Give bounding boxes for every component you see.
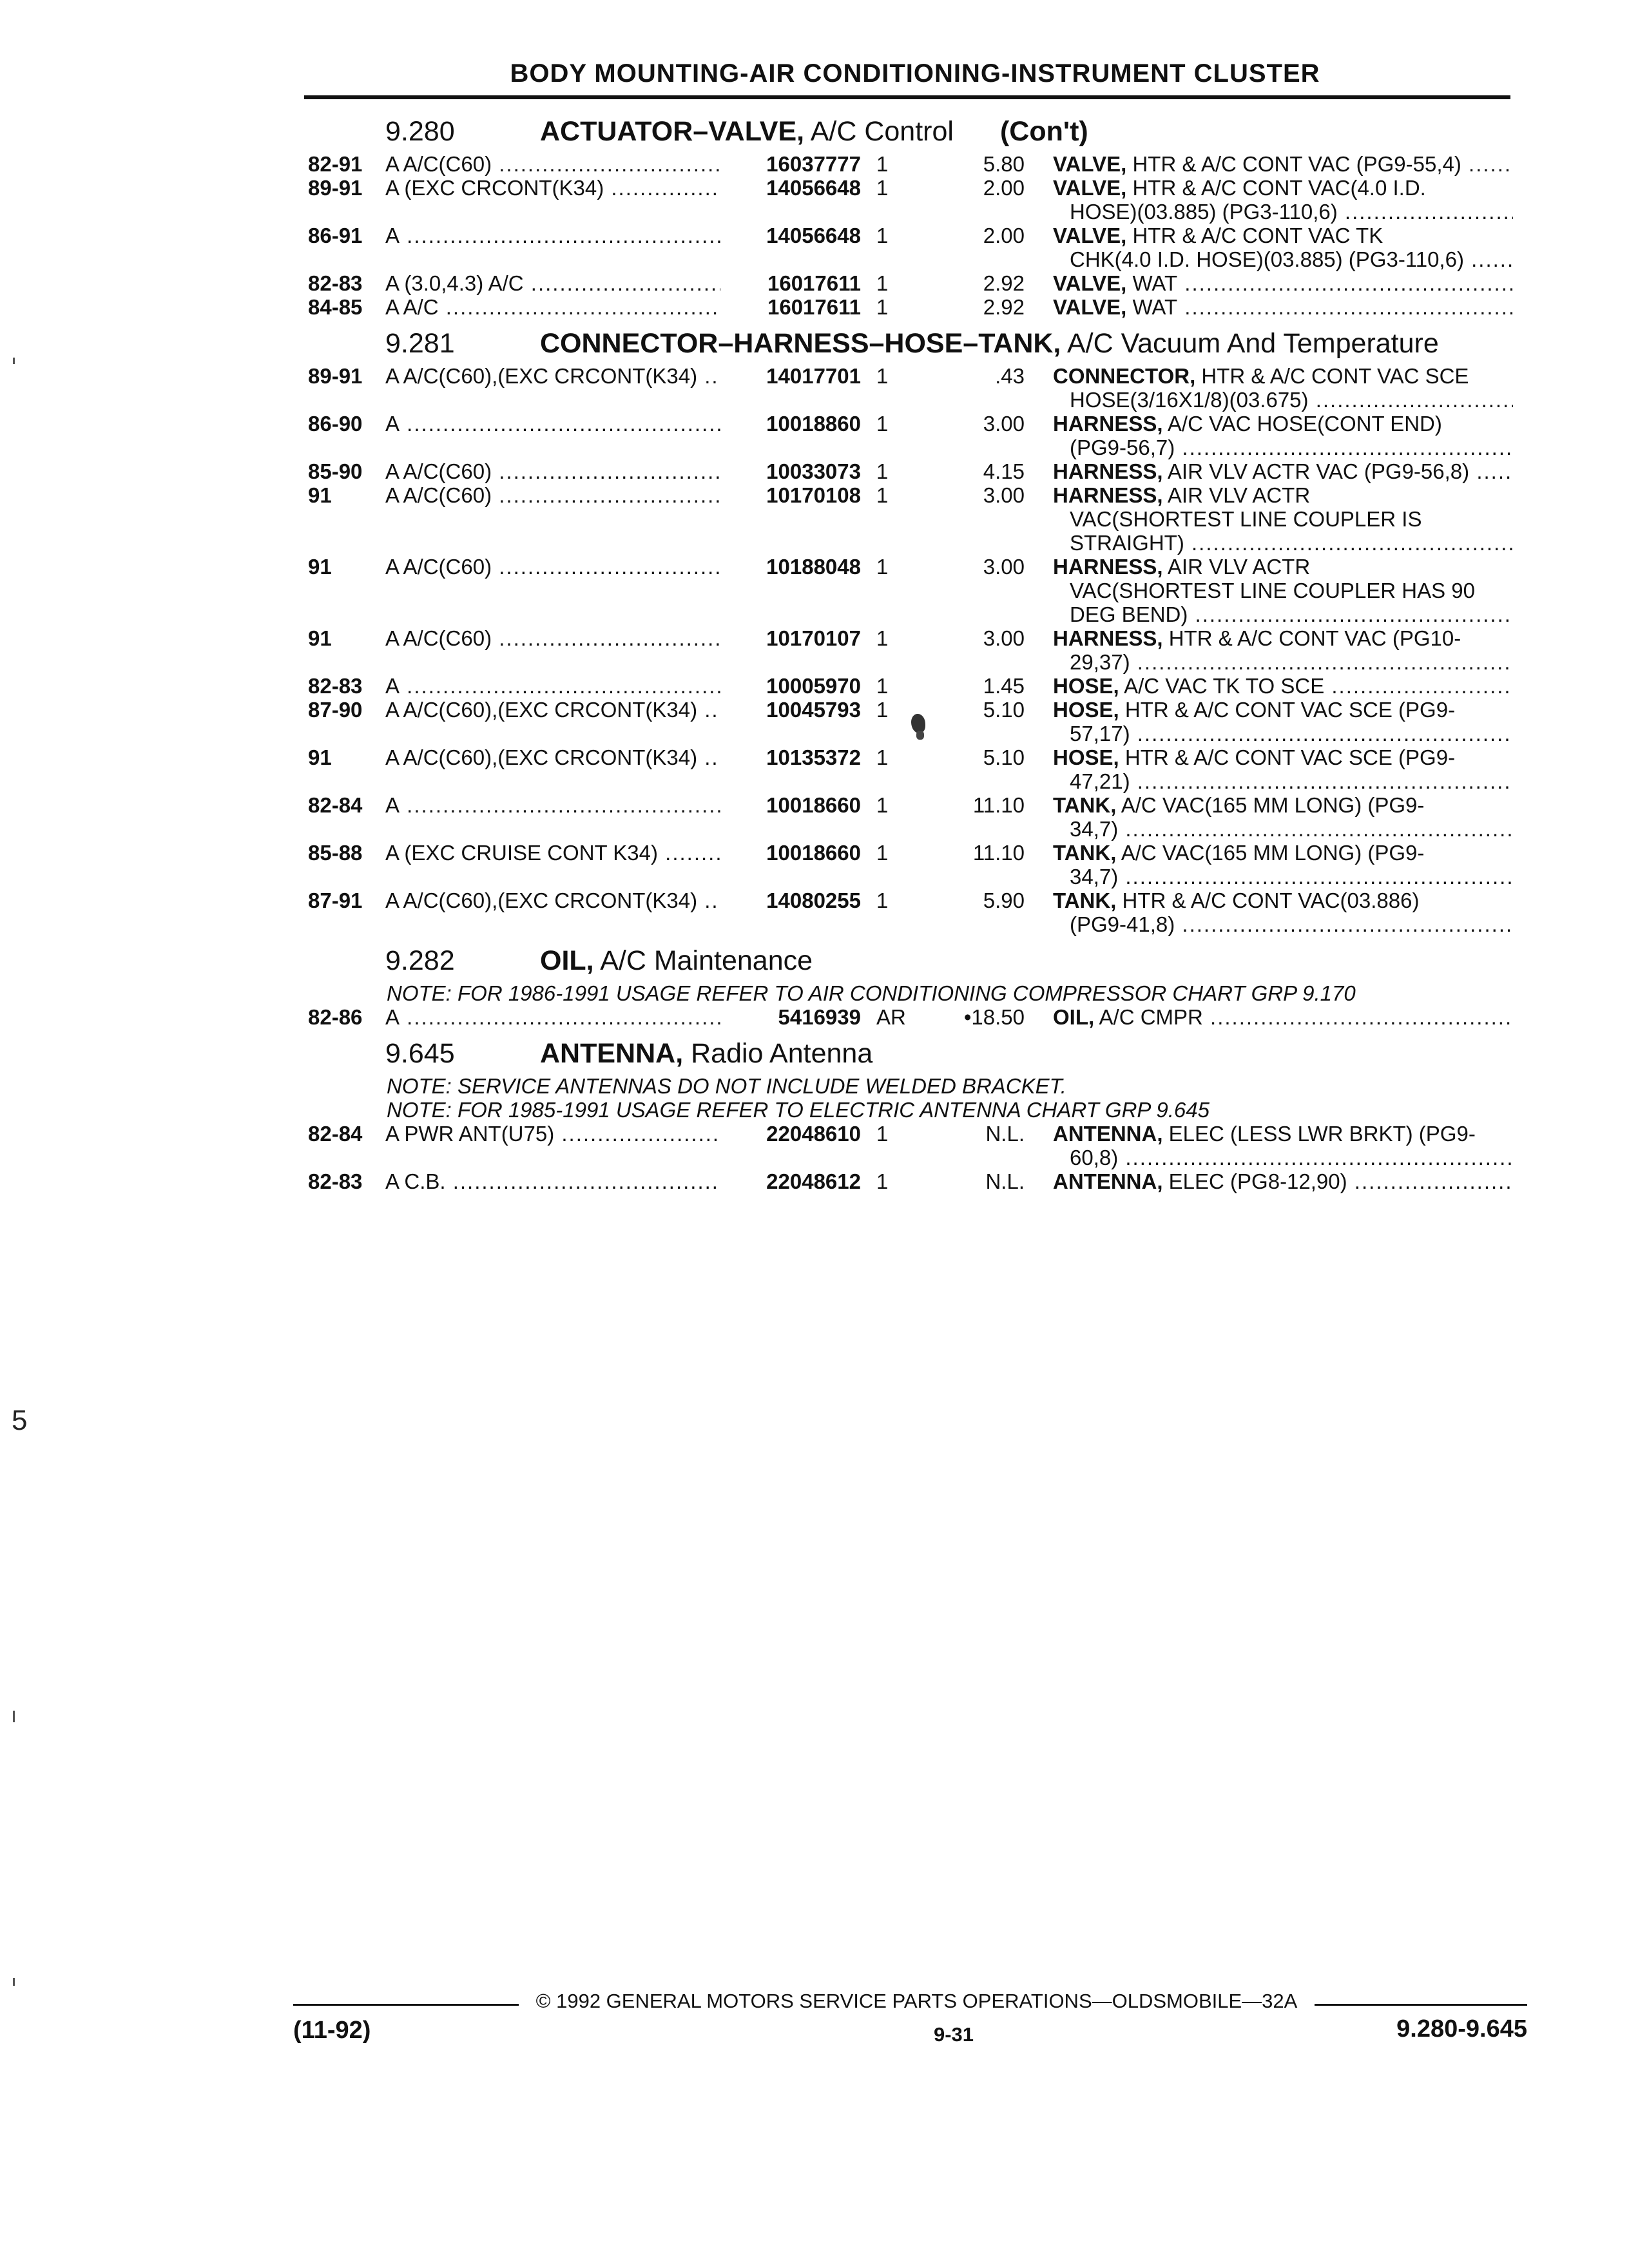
section-title: ACTUATOR–VALVE, [540, 116, 805, 147]
application: A A/C(C60) ..... [385, 152, 720, 177]
section-number: 9.280 [385, 116, 455, 147]
description-detail: ELEC (PG8-12,90) [1168, 1169, 1347, 1193]
footer-copyright: © 1992 GENERAL MOTORS SERVICE PARTS OPERATIONS—OLDSMOBILE—32A [535, 1990, 1298, 2012]
part-number: 10135372 [766, 745, 861, 769]
description-detail: HTR & A/C CONT VAC (PG10- [1168, 626, 1461, 650]
footer-rule [1315, 2004, 1527, 2006]
quantity: 1 [876, 626, 889, 650]
model-years: 89-91 [308, 364, 363, 388]
part-number: 10045793 [766, 698, 861, 722]
quantity: 1 [876, 1169, 889, 1193]
table-row [0, 626, 1629, 652]
table-row [0, 224, 1629, 249]
price: 2.92 [983, 271, 1025, 295]
quantity: 1 [876, 152, 889, 176]
description [1053, 271, 1513, 296]
model-years: 91 [308, 483, 332, 507]
quantity: 1 [876, 745, 889, 769]
description-detail: A/C VAC TK TO SCE [1124, 674, 1325, 698]
description-continued: 47,21) ..... [1070, 769, 1513, 795]
table-row [0, 1005, 1629, 1031]
part-number: 10018660 [766, 841, 861, 865]
description-detail: HTR & A/C CONT VAC SCE [1201, 364, 1469, 388]
application: A ..... [385, 224, 720, 248]
price: N.L. [985, 1169, 1025, 1193]
table-row [0, 745, 1629, 771]
model-years: 82-83 [308, 1169, 363, 1193]
quantity: 1 [876, 176, 889, 200]
description-noun: VALVE, [1053, 176, 1127, 200]
model-years: 82-91 [308, 152, 363, 176]
part-number: 10170108 [766, 483, 861, 507]
table-row [0, 483, 1629, 509]
application: A A/C(C60) ..... [385, 459, 720, 484]
model-years: 91 [308, 555, 332, 579]
model-years: 91 [308, 745, 332, 769]
part-number: 16017611 [767, 295, 861, 319]
price: 2.00 [983, 224, 1025, 247]
description-continued: 34,7) ..... [1070, 817, 1513, 843]
part-number: 10170107 [766, 626, 861, 650]
quantity: AR [876, 1005, 906, 1029]
ink-blot-tail [916, 731, 924, 740]
application: A PWR ANT(U75) ..... [385, 1122, 720, 1146]
description [1053, 1122, 1513, 1146]
description-detail: A/C VAC(165 MM LONG) (PG9- [1121, 841, 1425, 865]
description-continued: CHK(4.0 I.D. HOSE)(03.885) (PG3-110,6) ..... [1070, 247, 1513, 273]
price: •18.50 [963, 1005, 1025, 1029]
table-row [0, 698, 1629, 724]
description-continued: 34,7) ..... [1070, 865, 1513, 890]
section-note: NOTE: SERVICE ANTENNAS DO NOT INCLUDE WELDED BRACKET. [387, 1074, 1066, 1098]
description-noun: TANK, [1053, 841, 1117, 865]
description-continued: 60,8) ..... [1070, 1146, 1513, 1171]
table-row [0, 295, 1629, 321]
table-row [0, 889, 1629, 914]
quantity: 1 [876, 889, 889, 912]
quantity: 1 [876, 793, 889, 817]
section-title: OIL, [540, 945, 594, 976]
description-noun: ANTENNA, [1053, 1169, 1163, 1193]
application: A A/C(C60),(EXC CRCONT(K34) ..... [385, 745, 720, 770]
application: A (EXC CRUISE CONT K34) ..... [385, 841, 720, 865]
quantity: 1 [876, 412, 889, 436]
application: A ..... [385, 674, 720, 698]
description-continued: HOSE(3/16X1/8)(03.675) ..... [1070, 388, 1513, 414]
description-noun: VALVE, [1053, 224, 1127, 247]
description [1053, 889, 1513, 913]
description [1053, 152, 1513, 177]
price: 3.00 [983, 483, 1025, 507]
description-noun: HOSE, [1053, 745, 1119, 769]
description-detail: AIR VLV ACTR [1167, 483, 1311, 507]
description [1053, 626, 1513, 651]
table-row [0, 271, 1629, 297]
description-noun: HARNESS, [1053, 483, 1163, 507]
description-noun: OIL, [1053, 1005, 1095, 1029]
price: 4.15 [983, 459, 1025, 483]
part-number: 10005970 [766, 674, 861, 698]
description [1053, 841, 1513, 865]
description-detail: HTR & A/C CONT VAC TK [1132, 224, 1383, 247]
description-continued: STRAIGHT) ..... [1070, 531, 1513, 557]
description-noun: HOSE, [1053, 674, 1119, 698]
description-noun: HARNESS, [1053, 459, 1163, 483]
table-row [0, 1122, 1629, 1148]
application: A A/C(C60) ..... [385, 483, 720, 508]
description [1053, 176, 1513, 200]
part-number: 10033073 [766, 459, 861, 483]
section-subtitle: A/C Vacuum And Temperature [1066, 328, 1439, 359]
edge-tick [13, 358, 15, 364]
table-row [0, 364, 1629, 390]
part-number: 22048610 [766, 1122, 861, 1146]
quantity: 1 [876, 483, 889, 507]
description [1053, 364, 1513, 389]
description-detail: AIR VLV ACTR VAC (PG9-56,8) [1167, 459, 1470, 483]
table-row [0, 1169, 1629, 1195]
section-note: NOTE: FOR 1986-1991 USAGE REFER TO AIR CONDITIONING COMPRESSOR CHART GRP 9.170 [387, 981, 1356, 1005]
description-continued: (PG9-41,8) ..... [1070, 912, 1513, 938]
application: A (EXC CRCONT(K34) ..... [385, 176, 720, 200]
quantity: 1 [876, 364, 889, 388]
description [1053, 793, 1513, 818]
application: A A/C(C60) ..... [385, 626, 720, 651]
description-detail: HTR & A/C CONT VAC(4.0 I.D. [1132, 176, 1426, 200]
section-number: 9.282 [385, 945, 455, 976]
application: A ..... [385, 793, 720, 818]
footer-page-number: 9-31 [933, 2023, 974, 2046]
section-title: CONNECTOR–HARNESS–HOSE–TANK, [540, 328, 1061, 359]
footer-group-range: 9.280-9.645 [1396, 2015, 1527, 2042]
description-noun: ANTENNA, [1053, 1122, 1163, 1146]
description-noun: VALVE, [1053, 152, 1127, 176]
footer-rule [293, 2004, 519, 2006]
description-continued: (PG9-56,7) ..... [1070, 436, 1513, 461]
quantity: 1 [876, 459, 889, 483]
price: 5.90 [983, 889, 1025, 912]
price: 3.00 [983, 626, 1025, 650]
description-continued: DEG BEND) ..... [1070, 602, 1513, 628]
description [1053, 555, 1513, 579]
description [1053, 745, 1513, 770]
price: 2.92 [983, 295, 1025, 319]
quantity: 1 [876, 698, 889, 722]
application: A A/C(C60),(EXC CRCONT(K34) ..... [385, 698, 720, 722]
description-continued: 57,17) ..... [1070, 722, 1513, 747]
table-row [0, 555, 1629, 581]
description-continued: VAC(SHORTEST LINE COUPLER IS [1070, 507, 1422, 531]
part-number: 16037777 [766, 152, 861, 176]
model-years: 84-85 [308, 295, 363, 319]
part-number: 10018860 [766, 412, 861, 436]
description-continued: 29,37) ..... [1070, 650, 1513, 676]
model-years: 82-83 [308, 271, 363, 295]
application: A ..... [385, 1005, 720, 1030]
model-years: 87-91 [308, 889, 363, 912]
description [1053, 698, 1513, 722]
table-row [0, 459, 1629, 485]
description-noun: VALVE, [1053, 271, 1127, 295]
price: 11.10 [972, 841, 1025, 865]
price: 11.10 [972, 793, 1025, 817]
application: A C.B. ..... [385, 1169, 720, 1194]
part-number: 14017701 [766, 364, 861, 388]
part-number: 16017611 [767, 271, 861, 295]
description-noun: CONNECTOR, [1053, 364, 1196, 388]
description [1053, 224, 1513, 248]
model-years: 86-90 [308, 412, 363, 436]
description-noun: HARNESS, [1053, 626, 1163, 650]
part-number: 10188048 [766, 555, 861, 579]
footer-date: (11-92) [293, 2017, 371, 2044]
price: 5.10 [983, 698, 1025, 722]
model-years: 85-88 [308, 841, 363, 865]
header-rule [304, 95, 1510, 99]
application: A A/C(C60) ..... [385, 555, 720, 579]
price: N.L. [985, 1122, 1025, 1146]
quantity: 1 [876, 1122, 889, 1146]
price: 3.00 [983, 412, 1025, 436]
quantity: 1 [876, 271, 889, 295]
model-years: 82-83 [308, 674, 363, 698]
model-years: 85-90 [308, 459, 363, 483]
description-detail: A/C VAC HOSE(CONT END) [1167, 412, 1442, 436]
section-note: NOTE: FOR 1985-1991 USAGE REFER TO ELECTRIC ANTENNA CHART GRP 9.645 [387, 1098, 1210, 1122]
description-detail: AIR VLV ACTR [1167, 555, 1311, 579]
description-noun: HARNESS, [1053, 412, 1163, 436]
price: 1.45 [983, 674, 1025, 698]
description-detail: A/C CMPR [1099, 1005, 1203, 1029]
description-noun: TANK, [1053, 889, 1117, 912]
description-detail: HTR & A/C CONT VAC (PG9-55,4) [1132, 152, 1461, 176]
part-number: 14056648 [766, 176, 861, 200]
part-number: 10018660 [766, 793, 861, 817]
description [1053, 295, 1513, 320]
table-row [0, 152, 1629, 178]
description [1053, 1169, 1513, 1194]
section-subtitle: A/C Maintenance [600, 945, 813, 976]
description-noun: TANK, [1053, 793, 1117, 817]
table-row [0, 674, 1629, 700]
section-subtitle: A/C Control [810, 116, 954, 147]
model-years: 82-84 [308, 1122, 363, 1146]
model-years: 82-86 [308, 1005, 363, 1029]
description [1053, 674, 1513, 698]
section-continued: (Con't) [999, 116, 1088, 147]
table-row [0, 176, 1629, 202]
section-heading [385, 116, 1088, 151]
model-years: 91 [308, 626, 332, 650]
description [1053, 483, 1513, 508]
description-continued: VAC(SHORTEST LINE COUPLER HAS 90 [1070, 579, 1476, 602]
description-detail: HTR & A/C CONT VAC(03.886) [1122, 889, 1420, 912]
part-number: 5416939 [778, 1005, 861, 1029]
table-row [0, 841, 1629, 867]
description [1053, 1005, 1513, 1030]
quantity: 1 [876, 841, 889, 865]
section-number: 9.281 [385, 328, 455, 359]
model-years: 86-91 [308, 224, 363, 247]
edge-tick [13, 1978, 15, 1986]
application: A ..... [385, 412, 720, 436]
table-row [0, 412, 1629, 437]
description-continued: HOSE)(03.885) (PG3-110,6) ..... [1070, 200, 1513, 226]
edge-mark: 5 [12, 1405, 28, 1436]
description-noun: HOSE, [1053, 698, 1119, 722]
description-detail: A/C VAC(165 MM LONG) (PG9- [1121, 793, 1425, 817]
section-title: ANTENNA, [540, 1038, 684, 1069]
description-detail: WAT [1132, 295, 1178, 319]
page-title: BODY MOUNTING-AIR CONDITIONING-INSTRUMENT CLUSTER [510, 59, 1320, 88]
part-number: 22048612 [766, 1169, 861, 1193]
description-detail: HTR & A/C CONT VAC SCE (PG9- [1124, 698, 1456, 722]
application: A (3.0,4.3) A/C ..... [385, 271, 720, 296]
section-subtitle: Radio Antenna [691, 1038, 873, 1069]
model-years: 87-90 [308, 698, 363, 722]
model-years: 82-84 [308, 793, 363, 817]
price: 2.00 [983, 176, 1025, 200]
price: 5.10 [983, 745, 1025, 769]
price: 5.80 [983, 152, 1025, 176]
description-noun: HARNESS, [1053, 555, 1163, 579]
price: .43 [995, 364, 1025, 388]
quantity: 1 [876, 224, 889, 247]
section-number: 9.645 [385, 1038, 455, 1069]
application: A A/C ..... [385, 295, 720, 320]
section-heading [385, 328, 1439, 363]
quantity: 1 [876, 555, 889, 579]
description-detail: ELEC (LESS LWR BRKT) (PG9- [1168, 1122, 1476, 1146]
model-years: 89-91 [308, 176, 363, 200]
description [1053, 459, 1513, 484]
price: 3.00 [983, 555, 1025, 579]
application: A A/C(C60),(EXC CRCONT(K34) ..... [385, 364, 720, 389]
section-heading [385, 945, 813, 980]
application: A A/C(C60),(EXC CRCONT(K34) ..... [385, 889, 720, 913]
quantity: 1 [876, 674, 889, 698]
table-row [0, 793, 1629, 819]
part-number: 14056648 [766, 224, 861, 247]
edge-tick [13, 1711, 15, 1722]
part-number: 14080255 [766, 889, 861, 912]
description-noun: VALVE, [1053, 295, 1127, 319]
quantity: 1 [876, 295, 889, 319]
section-heading [385, 1038, 872, 1073]
description-detail: HTR & A/C CONT VAC SCE (PG9- [1124, 745, 1456, 769]
description [1053, 412, 1513, 436]
description-detail: WAT [1132, 271, 1178, 295]
